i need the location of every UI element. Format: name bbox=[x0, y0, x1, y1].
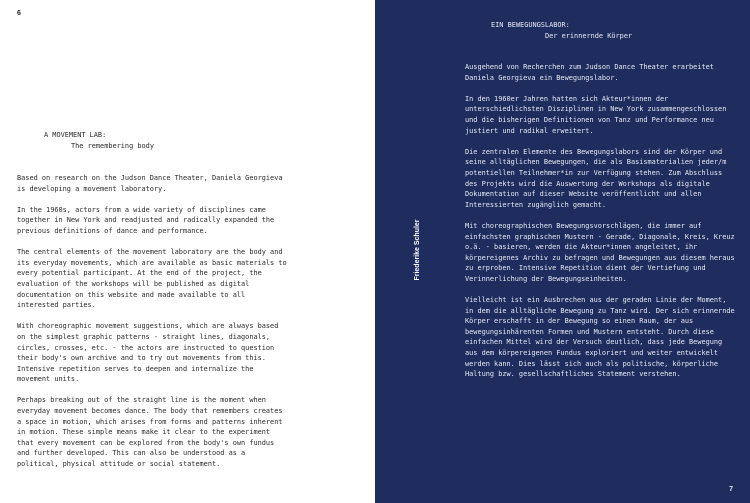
page-number-left: 6 bbox=[17, 10, 21, 17]
paragraph: Vielleicht ist ein Ausbrechen aus der geraden Linie der Moment, in dem die alltägliche Bewegung zu Tanz wird. Der sich erinnernde Körper erschafft in der Bewegung so einen Raum, der aus bewegungsinhärenten Formen und Mustern entsteht. Durch diese einfachen Mittel wird der Versuch deutlich, dass jede Bewegung aus dem körpereigenen Fundus exploriert und weiter entwickelt werden kann. Dies lässt sich auch als politische, körperliche Haltung bzw. gesellschaftliches Statement verstehen. bbox=[465, 296, 735, 379]
body-text-english bbox=[17, 173, 289, 480]
page-subtitle-english: The remembering body bbox=[71, 141, 154, 150]
page-number-right: 7 bbox=[729, 486, 733, 493]
paragraph: Die zentralen Elemente des Bewegungslabors sind der Körper und seine alltäglichen Bewegungen, die als Basismaterialien jeder/m potentiellen Teilnehmer*in zur Verfügung stehen. Zum Abschluss des Projekts wird die Auswertung der Workshops als digitale Dokumentation auf dieser Website veröffentlicht und allen Interessierten zugänglich gemacht. bbox=[465, 147, 727, 209]
paragraph: The central elements of the movement laboratory are the body and its everyday movements, which are available as basic materials to every potential participant. At the end of the project, the evaluation of the workshops will be published as digital documentation on this website and made available to all interested parties. bbox=[17, 248, 287, 310]
page-title-english: A MOVEMENT LAB: bbox=[44, 131, 107, 139]
paragraph: Perhaps breaking out of the straight line is the moment when everyday movement becomes dance. The body that remembers creates a space in motion, which arises from forms and patterns inherent in motion. These simple means make it clear to the experiment that every movement can be explored from the body's own fundus and further developed. This can also be understood as a political, physical attitude or social statement. bbox=[17, 396, 283, 469]
paragraph: With choreographic movement suggestions, which are always based on the simplest graphic patterns - straight lines, diagonals, circles, crosses, etc. - the actors are instructed to question their body's own archive and to try out movements from this. Intensive repetition serves to deepen and internalize the movement units. bbox=[17, 322, 279, 384]
paragraph: Based on research on the Judson Dance Theater, Daniela Georgieva is developing a movement laboratory. bbox=[17, 174, 283, 193]
paragraph: In den 1960er Jahren hatten sich Akteur*innen der unterschiedlichsten Disziplinen in New York zusammengeschlossen und die bisherigen Definitionen von Tanz und Performance neu justiert und radikal erweitert. bbox=[465, 94, 727, 135]
author-name-vertical: Friederike Schuler bbox=[414, 219, 421, 281]
page-title-german: EIN BEWEGUNGSLABOR: bbox=[491, 21, 570, 29]
title-block-english bbox=[44, 130, 344, 151]
body-text-german bbox=[465, 62, 737, 390]
paragraph: Mit choreographischen Bewegungsvorschlägen, die immer auf einfachsten graphischen Mustern - Gerade, Diagonale, Kreis, Kreuz o.ä. - basieren, werden die Akteur*innen angeleitet, ihr körpereigenes Archiv zu befragen und Bewegungen aus diesem heraus zu erproben. Intensive Repetition dient der Vertiefung und Verinnerlichung der Bewegungseinheiten. bbox=[465, 221, 735, 283]
paragraph: In the 1960s, actors from a wide variety of disciplines came together in New York and readjusted and radically expanded the previous definitions of dance and performance. bbox=[17, 205, 275, 235]
title-block-german bbox=[491, 20, 731, 41]
paragraph: Ausgehend von Recherchen zum Judson Dance Theater erarbeitet Daniela Georgieva ein Bewegungslabor. bbox=[465, 63, 714, 82]
page-subtitle-german: Der erinnernde Körper bbox=[545, 31, 633, 40]
